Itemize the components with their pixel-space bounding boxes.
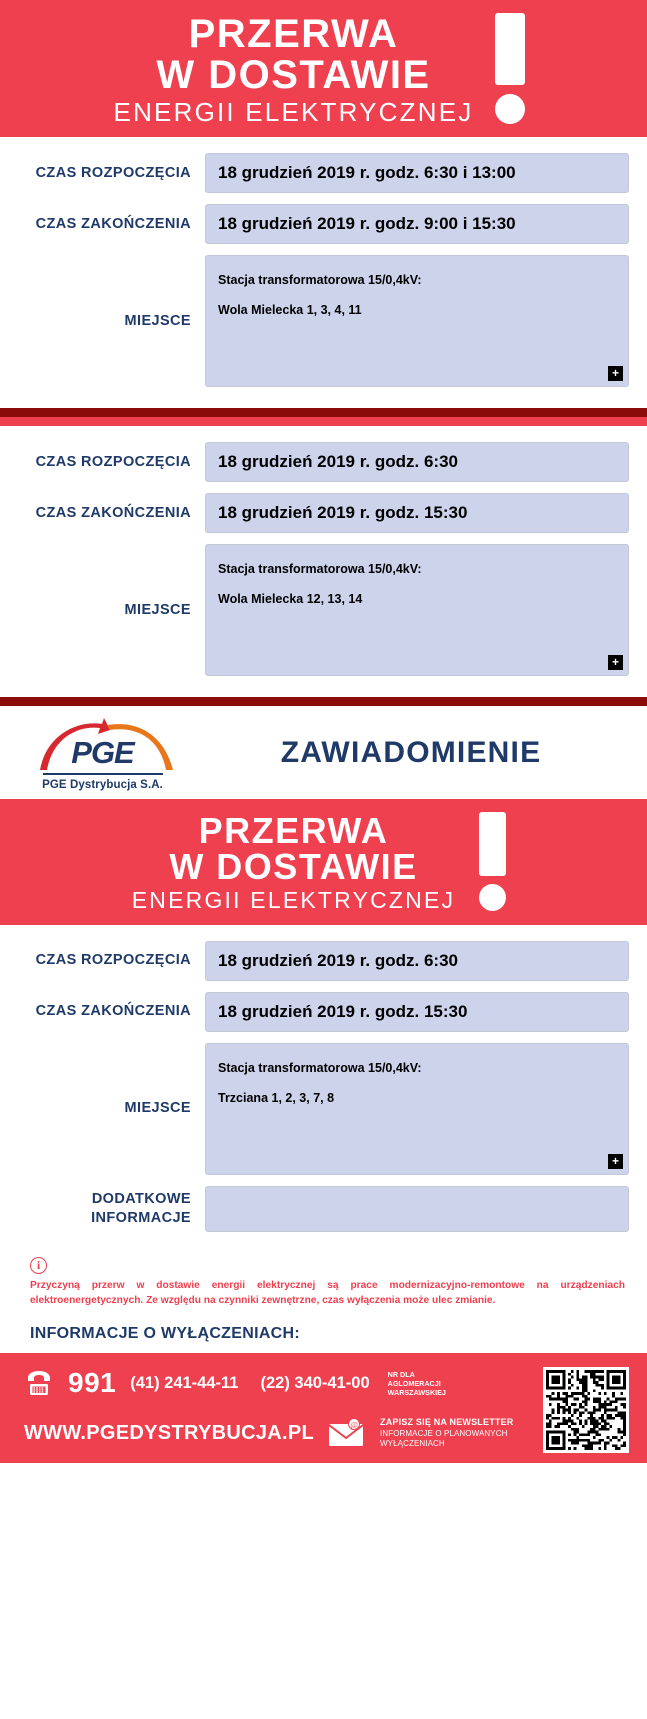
notice-3-rows bbox=[0, 925, 647, 1253]
emergency-number: 991 bbox=[68, 1367, 117, 1399]
value-start-time: 18 grudzień 2019 r. godz. 6:30 i 13:00 bbox=[205, 153, 629, 193]
label-end-time: CZAS ZAKOŃCZENIA bbox=[35, 505, 191, 522]
agglomeration-note bbox=[388, 1370, 466, 1397]
divider-dark-2 bbox=[0, 697, 647, 706]
row-start-time bbox=[0, 442, 629, 482]
disclaimer-icon-row bbox=[0, 1253, 647, 1276]
logo-caption: PGE Dystrybucja S.A. bbox=[42, 778, 163, 791]
notice-2-rows bbox=[0, 426, 647, 697]
banner-notice-3 bbox=[0, 799, 647, 925]
banner-line-2: W DOSTAWIE bbox=[156, 52, 431, 97]
label-place: MIEJSCE bbox=[124, 313, 191, 330]
place-address: Wola Mielecka 1, 3, 4, 11 bbox=[218, 303, 362, 318]
banner-line-1: PRZERWA bbox=[198, 809, 389, 851]
label-extra-info-line1: DODATKOWE bbox=[91, 1191, 191, 1208]
page-title: ZAWIADOMIENIE bbox=[280, 736, 542, 770]
row-place bbox=[0, 255, 629, 387]
row-place bbox=[0, 1043, 629, 1175]
banner-line-3: ENERGII ELEKTRYCZNEJ bbox=[113, 96, 474, 127]
value-end-time: 18 grudzień 2019 r. godz. 9:00 i 15:30 bbox=[205, 204, 629, 244]
value-end-time: 18 grudzień 2019 r. godz. 15:30 bbox=[205, 992, 629, 1032]
phone-number-2: (22) 340-41-00 bbox=[260, 1373, 370, 1392]
website-url[interactable]: WWW.PGEDYSTRYBUCJA.PL bbox=[24, 1421, 315, 1444]
place-station: Stacja transformatorowa 15/0,4kV: bbox=[218, 273, 422, 288]
label-start-time: CZAS ROZPOCZĘCIA bbox=[35, 952, 191, 969]
newsletter-note bbox=[380, 1417, 513, 1449]
disclaimer-text: Przyczyną przerw w dostawie energii elektrycznej są prace modernizacyjno-remontowe na urządzeniach elektroenergetycznych. Ze względu na czynniki zewnętrzne, czas wyłączenia może ulec zmianie. bbox=[30, 1279, 625, 1307]
logo-divider bbox=[43, 773, 163, 775]
label-place: MIEJSCE bbox=[124, 1100, 191, 1117]
expand-icon[interactable]: + bbox=[608, 1154, 623, 1169]
banner-line-1: PRZERWA bbox=[188, 12, 399, 56]
info-circle-icon: i bbox=[30, 1257, 47, 1274]
newsletter-line3: WYŁĄCZENIACH bbox=[380, 1438, 445, 1448]
expand-icon[interactable]: + bbox=[608, 655, 623, 670]
phone-number-1: (41) 241-44-11 bbox=[130, 1373, 239, 1392]
label-extra-info bbox=[0, 1190, 205, 1226]
agglomeration-line1: NR DLA AGLOMERACJI bbox=[387, 1369, 441, 1388]
row-start-time bbox=[0, 941, 629, 981]
exclamation-icon bbox=[487, 13, 533, 124]
svg-text:@: @ bbox=[350, 1420, 358, 1430]
value-place bbox=[205, 1043, 629, 1175]
label-start-time: CZAS ROZPOCZĘCIA bbox=[35, 454, 191, 471]
banner-text bbox=[131, 809, 456, 914]
banner-notice-1 bbox=[0, 0, 647, 137]
row-end-time bbox=[0, 204, 629, 244]
place-station: Stacja transformatorowa 15/0,4kV: bbox=[218, 562, 422, 577]
qr-code[interactable] bbox=[543, 1367, 629, 1453]
banner-line-2: W DOSTAWIE bbox=[169, 846, 418, 888]
notice-1-rows bbox=[0, 137, 647, 408]
info-section-heading: INFORMACJE O WYŁĄCZENIACH: bbox=[30, 1325, 301, 1343]
exclamation-icon bbox=[469, 812, 515, 911]
envelope-icon bbox=[326, 1418, 368, 1448]
row-end-time bbox=[0, 493, 629, 533]
place-address: Wola Mielecka 12, 13, 14 bbox=[218, 592, 363, 607]
value-extra-info bbox=[205, 1186, 629, 1232]
logo-band bbox=[0, 706, 647, 799]
value-place bbox=[205, 255, 629, 387]
divider-dark-1 bbox=[0, 408, 647, 417]
row-end-time bbox=[0, 992, 629, 1032]
qr-code-image bbox=[546, 1370, 626, 1450]
label-start-time: CZAS ROZPOCZĘCIA bbox=[35, 165, 191, 182]
label-extra-info-line2: INFORMACJE bbox=[91, 1209, 191, 1226]
value-place bbox=[205, 544, 629, 676]
value-end-time: 18 grudzień 2019 r. godz. 15:30 bbox=[205, 493, 629, 533]
pge-logo bbox=[0, 716, 205, 791]
row-place bbox=[0, 544, 629, 676]
value-start-time: 18 grudzień 2019 r. godz. 6:30 bbox=[205, 442, 629, 482]
footer bbox=[0, 1353, 647, 1463]
label-end-time: CZAS ZAKOŃCZENIA bbox=[35, 216, 191, 233]
telephone-icon bbox=[24, 1370, 54, 1396]
newsletter-line2: INFORMACJE O PLANOWANYCH bbox=[380, 1428, 508, 1438]
value-start-time: 18 grudzień 2019 r. godz. 6:30 bbox=[205, 941, 629, 981]
place-station: Stacja transformatorowa 15/0,4kV: bbox=[218, 1060, 422, 1075]
label-place: MIEJSCE bbox=[124, 602, 191, 619]
banner-text bbox=[114, 14, 474, 125]
banner-line-3: ENERGII ELEKTRYCZNEJ bbox=[131, 887, 456, 914]
agglomeration-line2: WARSZAWSKIEJ bbox=[387, 1387, 446, 1397]
divider-red-1 bbox=[0, 417, 647, 426]
expand-icon[interactable]: + bbox=[608, 366, 623, 381]
newsletter-line1: ZAPISZ SIĘ NA NEWSLETTER bbox=[380, 1416, 514, 1427]
pge-wordmark: PGE bbox=[71, 735, 134, 771]
row-start-time bbox=[0, 153, 629, 193]
row-extra-info bbox=[0, 1186, 629, 1232]
label-end-time: CZAS ZAKOŃCZENIA bbox=[35, 1003, 191, 1020]
place-address: Trzciana 1, 2, 3, 7, 8 bbox=[218, 1090, 335, 1105]
